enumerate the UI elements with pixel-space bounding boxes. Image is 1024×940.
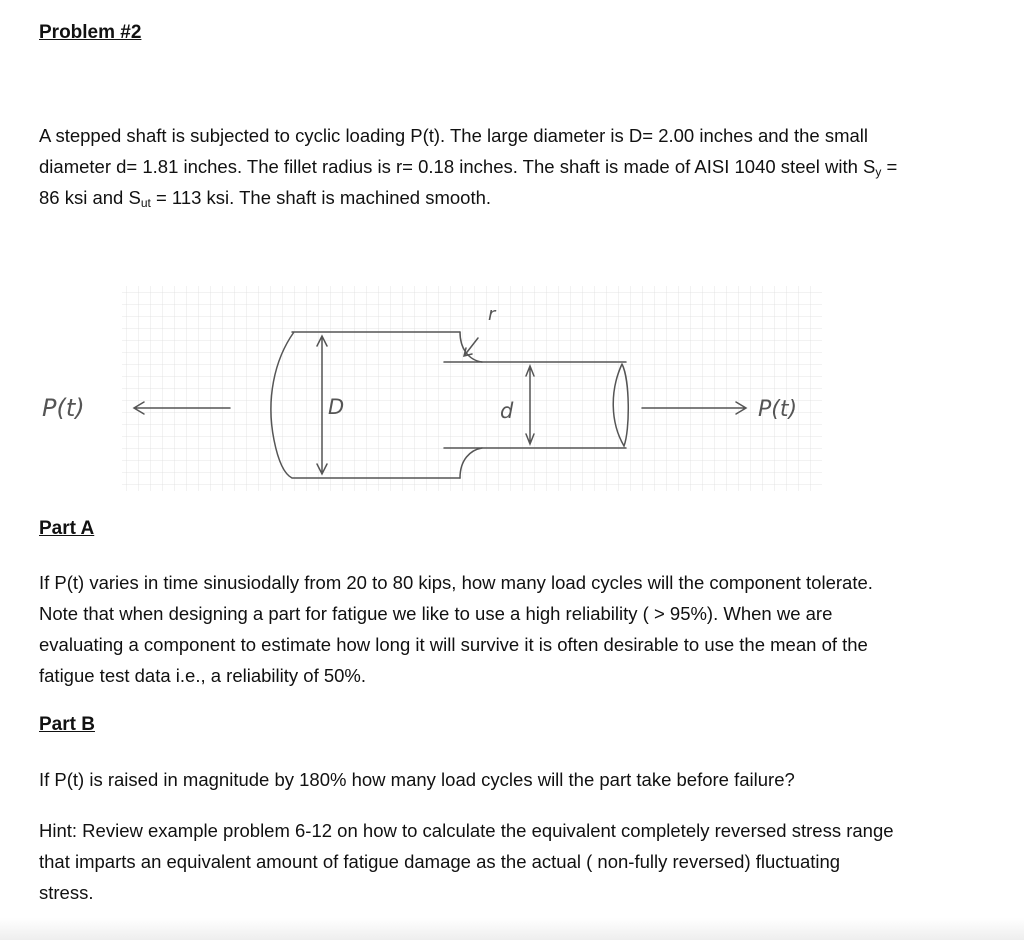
part-b-question (39, 764, 999, 795)
load-label-left: P(t) (42, 394, 85, 422)
part-a-line: Note that when designing a part for fatigue we like to use a high reliability ( > 95%). When we are (39, 603, 833, 624)
problem-title: Problem #2 (39, 22, 142, 43)
diameter-label-D: D (328, 395, 345, 419)
page-bottom-edge (0, 918, 1024, 940)
problem-statement (39, 120, 999, 213)
diameter-label-d: d (500, 399, 514, 423)
part-a-heading: Part A (39, 518, 95, 539)
hint-line: that imparts an equivalent amount of fatigue damage as the actual ( non-fully reversed) fluctuating (39, 851, 841, 872)
part-a-text (39, 567, 999, 691)
load-label-right: P(t) (758, 397, 798, 422)
part-b-question-text: If P(t) is raised in magnitude by 180% how many load cycles will the part take before failure? (39, 769, 795, 790)
part-b-hint (39, 815, 999, 908)
statement-line-1: A stepped shaft is subjected to cyclic loading P(t). The large diameter is D= 2.00 inches and the small (39, 125, 869, 146)
stepped-shaft-sketch (30, 280, 830, 500)
part-b-heading: Part B (39, 714, 95, 735)
hint-line: stress. (39, 882, 94, 903)
part-a-line: fatigue test data i.e., a reliability of 50%. (39, 665, 367, 686)
part-a-line: evaluating a component to estimate how long it will survive it is often desirable to use the mean of the (39, 634, 868, 655)
graph-paper-grid (122, 286, 822, 491)
part-a-line: If P(t) varies in time sinusiodally from 20 to 80 kips, how many load cycles will the component tolerate. (39, 572, 873, 593)
statement-line-2: diameter d= 1.81 inches. The fillet radius is r= 0.18 inches. The shaft is made of AISI 1040 steel with $S_y$ = (39, 156, 898, 179)
fillet-radius-label: r (488, 304, 496, 325)
hint-line: Hint: Review example problem 6-12 on how to calculate the equivalent completely reversed stress range (39, 820, 894, 841)
statement-line-3: 86 ksi and $S_{ut} = 113$ ksi. The shaft is machined smooth. (39, 187, 492, 210)
